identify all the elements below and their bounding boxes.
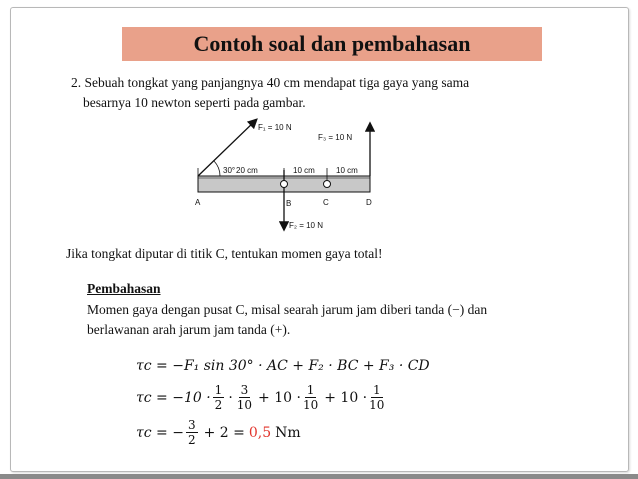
eq3-result: 0,5 xyxy=(248,424,272,441)
seg-bc-label: 10 cm xyxy=(293,166,315,175)
point-b-label: B xyxy=(286,199,292,208)
eq3-unit: Nm xyxy=(275,424,301,441)
f3-label: F₃ = 10 N xyxy=(318,133,353,142)
equation-1: τc = −F₁ sin 30° · AC + F₂ · BC + F₃ · CD xyxy=(136,358,430,374)
problem-line-2: besarnya 10 newton seperti pada gambar. xyxy=(83,95,306,110)
seg-cd-label: 10 cm xyxy=(336,166,358,175)
solution-line-1: Momen gaya dengan pusat C, misal searah jarum jam diberi tanda (−) dan xyxy=(87,302,488,317)
problem-text xyxy=(71,73,591,113)
eq3-mid: + 2 = xyxy=(203,424,245,441)
eq2-frac-4: $\frac{1}{10}$ xyxy=(369,383,385,412)
point-b-marker xyxy=(281,181,288,188)
eq2-mid-2: + 10 · xyxy=(324,389,368,406)
f1-label: F₁ = 10 N xyxy=(258,123,292,132)
point-a-label: A xyxy=(195,198,201,207)
eq2-frac-3: $\frac{1}{10}$ xyxy=(302,383,319,412)
solution-text xyxy=(87,300,577,340)
question-text: Jika tongkat diputar di titik C, tentukan momen gaya total! xyxy=(66,246,383,261)
eq2-mid-1: + 10 · xyxy=(258,389,301,406)
eq3-frac: $\frac{3}{2}$ xyxy=(187,418,196,447)
point-c-label: C xyxy=(323,198,329,207)
eq2-lead: τc = −10 · xyxy=(136,389,211,406)
angle-label: 30° xyxy=(223,166,236,175)
point-d-label: D xyxy=(366,198,372,207)
slide-title: Contoh soal dan pembahasan xyxy=(122,27,542,61)
solution-heading: Pembahasan xyxy=(87,281,161,296)
equation-3 xyxy=(136,418,301,447)
point-c-marker xyxy=(324,181,331,188)
angle-arc xyxy=(214,161,220,176)
bottom-bar xyxy=(0,474,638,479)
f2-label: F₂ = 10 N xyxy=(289,221,324,230)
equation-2: τc = −10 · $\frac{1}{2}$ · $\frac{3}{10}$ + 10 · $\frac{1}{10}$ + 10 · $\frac{1}{10}$ xyxy=(136,383,385,412)
eq3-lead: τc = − xyxy=(136,424,184,441)
solution-line-2: berlawanan arah jarum jam tanda (+). xyxy=(87,322,291,337)
eq2-frac-2: $\frac{3}{10}$ xyxy=(236,383,253,412)
problem-line-1: 2. Sebuah tongkat yang panjangnya 40 cm mendapat tiga gaya yang sama xyxy=(71,75,470,90)
eq2-frac-1: $\frac{1}{2}$ xyxy=(214,383,223,412)
force-diagram xyxy=(190,115,380,235)
seg-ab-label: 20 cm xyxy=(236,166,258,175)
